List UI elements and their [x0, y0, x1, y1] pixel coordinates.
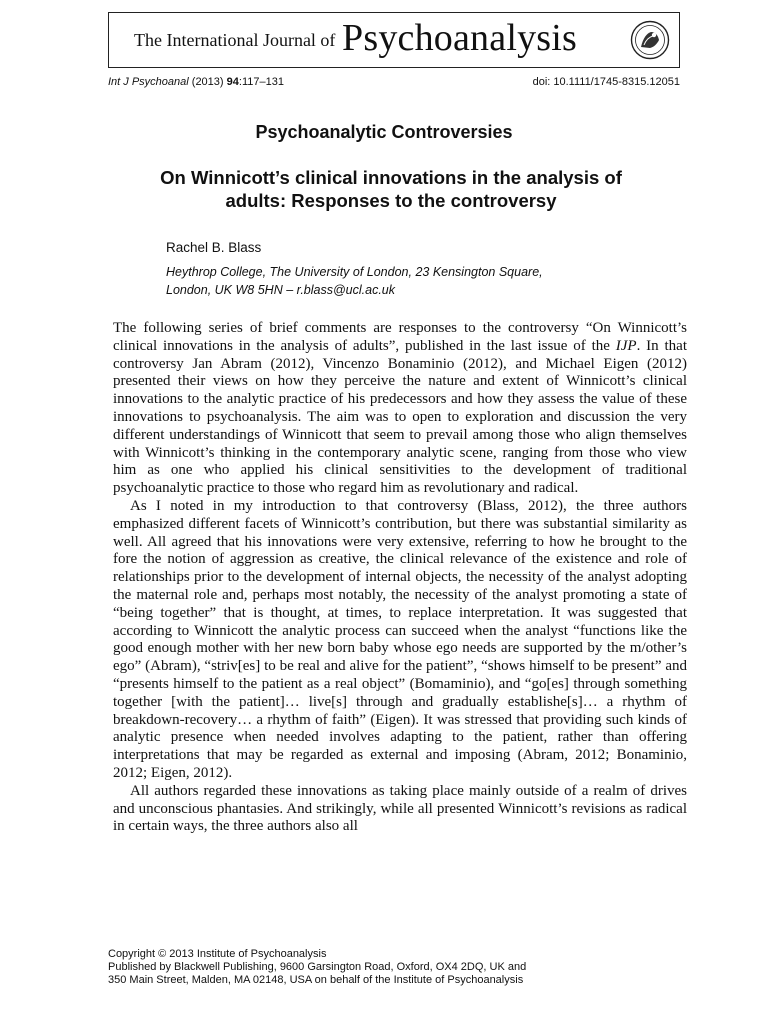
body-paragraph: As I noted in my introduction to that controversy (Blass, 2012), the three authors emphasized different facets of Winnicott’s contribution, but there was substantial similarity as well. All agreed that his innovations were very extensive, referring to how he brought to the fore the notion of aggression as creative, the clinical relevance of the existence and role of relationships prior to the development of internal objects, the necessity of the analyst adopting the maternal role and, perhaps most notably, the necessity of the analyst promoting a state of “being together” that is thought, at times, to replace interpretation. It was suggested that according to Winnicott the analytic process can succeed when the analyst “functions like the good enough mother with her new born baby whose ego needs are supported by the m/other’s ego” (Abram), “striv[es] to be real and alive for the patient”, “shows himself to be present” and “presents himself to the patient as a real object” (Bomaminio), and “go[es] through something together [with the patient]… live[s] through and gradually establishe[s]… a rhythm of breakdown-recovery… a rhythm of faith” (Eigen). It was stressed that providing such kinds of analytic presence when needed involves adapting to the patient, rather than offering interpretations that may be regarded as external and imposing (Abram, 2012; Bonaminio, 2012; Eigen, 2012).	[113, 497, 687, 781]
author-affiliation	[166, 263, 543, 299]
journal-name: Psychoanalysis	[342, 17, 578, 59]
article-title	[100, 166, 682, 212]
citation	[108, 76, 284, 88]
citation-year: (2013)	[191, 76, 224, 88]
article-title-line: On Winnicott’s clinical innovations in the analysis of	[160, 167, 622, 188]
citation-journal: Int J Psychoanal	[108, 76, 189, 88]
body-paragraph: All authors regarded these innovations as taking place mainly outside of a realm of drives and unconscious phantasies. And strikingly, while all presented Winnicott’s revisions as radical in certain ways, the three authors also all	[113, 782, 687, 835]
journal-prefix: The International Journal of	[134, 30, 336, 50]
section-title: Psychoanalytic Controversies	[255, 122, 513, 142]
affiliation-line: London, UK W8 5HN – r.blass@ucl.ac.uk	[166, 283, 395, 297]
author-name: Rachel B. Blass	[166, 240, 262, 255]
footer-line: Published by Blackwell Publishing, 9600 Garsington Road, Oxford, OX4 2DQ, UK and	[108, 961, 527, 973]
footer-line: Copyright © 2013 Institute of Psychoanalysis	[108, 948, 327, 960]
body-paragraph: The following series of brief comments are responses to the controversy “On Winnicott’s clinical innovations in the analysis of adults”, published in the last issue of the IJP. In that controversy Jan Abram (2012), Vincenzo Bonaminio (2012), and Michael Eigen (2012) presented their views on how they perceive the nature and extent of Winnicott’s clinical innovations to the analytic practice of his predecessors and how they assess the value of these innovations to psychoanalysis. The aim was to open to exploration and discussion the very different understandings of Winnicott that seem to prevail among those who align themselves with Winnicott’s thinking in the contemporary analytic scene, ranging from those who view him as one who applied his clinical sensitivities to the development of traditional psychoanalytic practice to those who regard him as revolutionary and radical.	[113, 320, 687, 497]
journal-seal-logo	[630, 20, 670, 60]
affiliation-line: Heythrop College, The University of London, 23 Kensington Square,	[166, 265, 543, 279]
article-body	[113, 320, 687, 836]
article-title-line: adults: Responses to the controversy	[225, 190, 557, 211]
copyright-footer	[108, 948, 526, 987]
footer-line: 350 Main Street, Malden, MA 02148, USA on behalf of the Institute of Psychoanalysis	[108, 974, 524, 986]
citation-pages: :117–131	[238, 76, 284, 88]
citation-volume: 94	[226, 76, 239, 88]
doi: doi: 10.1111/1745-8315.12051	[532, 76, 680, 88]
